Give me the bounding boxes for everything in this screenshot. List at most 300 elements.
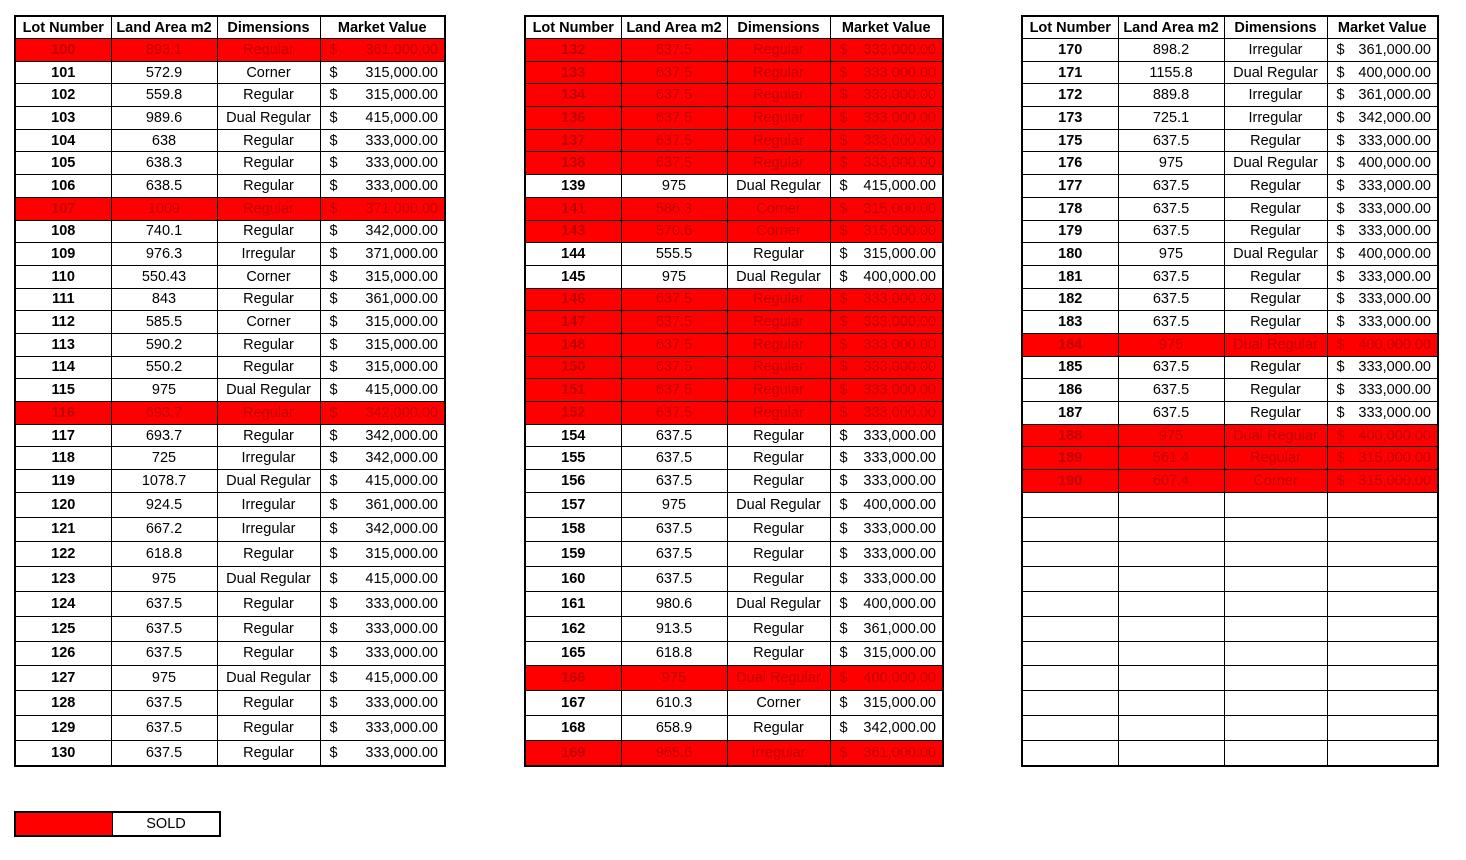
market-value-cell (830, 129, 943, 152)
dimensions-cell: Regular (727, 470, 830, 493)
market-value-amount: 333,000.00 (863, 132, 936, 149)
market-value-cell (320, 243, 445, 266)
currency-symbol: $ (839, 64, 848, 81)
header-row (525, 16, 943, 39)
dimensions-cell: Regular (727, 288, 830, 311)
dimensions-cell: Dual Regular (217, 666, 320, 691)
market-value-amount: 400,000.00 (863, 268, 936, 285)
market-value-cell (1327, 107, 1438, 130)
currency-symbol: $ (839, 87, 848, 104)
dimensions-cell: Corner (727, 197, 830, 220)
land-area-cell: 975 (621, 492, 727, 517)
currency-symbol: $ (1336, 291, 1345, 308)
market-value-cell (830, 84, 943, 107)
table-row-sold (525, 402, 943, 425)
lot-number-cell: 189 (1022, 447, 1118, 470)
table-row (15, 492, 445, 517)
currency-symbol: $ (839, 404, 848, 421)
market-value-cell (320, 666, 445, 691)
table-row (1022, 197, 1438, 220)
land-area-cell: 637.5 (1118, 175, 1224, 198)
dimensions-cell: Regular (217, 129, 320, 152)
lot-number-cell: 133 (525, 61, 621, 84)
market-value-cell (830, 591, 943, 616)
lot-number-cell: 151 (525, 379, 621, 402)
lot-number-cell: 138 (525, 152, 621, 175)
market-value-amount: 333,000.00 (1358, 382, 1431, 399)
dimensions-cell: Regular (1224, 220, 1327, 243)
currency-symbol: $ (1336, 132, 1345, 149)
market-value-cell (830, 220, 943, 243)
lot-number-cell: 155 (525, 447, 621, 470)
dimensions-cell: Corner (217, 311, 320, 334)
market-value-cell (830, 356, 943, 379)
dimensions-cell: Corner (1224, 470, 1327, 493)
currency-symbol: $ (839, 246, 848, 263)
currency-symbol: $ (329, 670, 338, 687)
land-area-cell: 637.5 (1118, 288, 1224, 311)
lot-number-cell: 167 (525, 691, 621, 716)
lot-number-cell: 175 (1022, 129, 1118, 152)
market-value-cell (320, 379, 445, 402)
market-value-amount: 400,000.00 (1358, 64, 1431, 81)
dimensions-cell: Regular (727, 356, 830, 379)
currency-symbol: $ (329, 695, 338, 712)
sold-color-swatch (15, 812, 113, 836)
market-value-cell (320, 616, 445, 641)
market-value-cell (1327, 379, 1438, 402)
dimensions-cell: Dual Regular (1224, 243, 1327, 266)
currency-symbol: $ (329, 472, 338, 489)
market-value-amount: 342,000.00 (365, 450, 438, 467)
dimensions-cell: Regular (1224, 265, 1327, 288)
empty-row (1022, 691, 1438, 716)
land-area-cell: 590.2 (111, 333, 217, 356)
currency-symbol: $ (329, 595, 338, 612)
market-value-cell (320, 197, 445, 220)
dimensions-cell: Regular (727, 129, 830, 152)
market-value-cell (320, 591, 445, 616)
currency-symbol: $ (839, 314, 848, 331)
lot-number-cell: 171 (1022, 61, 1118, 84)
currency-symbol: $ (329, 132, 338, 149)
market-value-cell (320, 517, 445, 542)
empty-cell (1327, 740, 1438, 765)
lot-number-cell: 110 (15, 265, 111, 288)
land-area-cell: 975 (1118, 333, 1224, 356)
table-row-sold (525, 333, 943, 356)
lot-number-cell: 161 (525, 591, 621, 616)
land-area-cell: 637.5 (1118, 311, 1224, 334)
lot-number-cell: 122 (15, 542, 111, 567)
lot-number-cell: 184 (1022, 333, 1118, 356)
market-value-amount: 315,000.00 (863, 200, 936, 217)
currency-symbol: $ (839, 719, 848, 736)
lot-number-cell: 181 (1022, 265, 1118, 288)
empty-row (1022, 567, 1438, 592)
lot-number-cell: 134 (525, 84, 621, 107)
empty-cell (1224, 492, 1327, 517)
land-area-cell: 585.5 (111, 311, 217, 334)
empty-cell (1327, 616, 1438, 641)
market-value-amount: 333,000.00 (1358, 404, 1431, 421)
dimensions-cell: Regular (1224, 197, 1327, 220)
market-value-cell (320, 567, 445, 592)
market-value-amount: 371,000.00 (365, 200, 438, 217)
table-row (15, 641, 445, 666)
land-area-cell: 637.5 (111, 616, 217, 641)
table-row (1022, 129, 1438, 152)
lot-number-cell: 113 (15, 333, 111, 356)
lot-number-cell: 119 (15, 470, 111, 493)
market-value-amount: 333,000.00 (365, 719, 438, 736)
lot-number-cell: 109 (15, 243, 111, 266)
sold-legend-label: SOLD (113, 812, 221, 836)
table-row (1022, 288, 1438, 311)
market-value-cell (320, 424, 445, 447)
market-value-cell (1327, 356, 1438, 379)
market-value-cell (830, 666, 943, 691)
land-area-cell: 637.5 (621, 288, 727, 311)
currency-symbol: $ (1336, 336, 1345, 353)
lot-number-cell: 162 (525, 616, 621, 641)
table-row (525, 641, 943, 666)
currency-symbol: $ (329, 155, 338, 172)
market-value-cell (320, 288, 445, 311)
market-value-cell (1327, 402, 1438, 425)
empty-row (1022, 591, 1438, 616)
currency-symbol: $ (839, 546, 848, 563)
table-row-sold (525, 84, 943, 107)
market-value-amount: 333,000.00 (365, 645, 438, 662)
currency-symbol: $ (329, 177, 338, 194)
market-value-cell (1327, 243, 1438, 266)
table-row-sold (525, 220, 943, 243)
dimensions-cell: Dual Regular (1224, 424, 1327, 447)
market-value-amount: 333,000.00 (1358, 177, 1431, 194)
table-body (1022, 39, 1438, 766)
lot-number-cell: 106 (15, 175, 111, 198)
lot-number-cell: 105 (15, 152, 111, 175)
currency-symbol: $ (839, 670, 848, 687)
dimensions-cell: Regular (217, 402, 320, 425)
market-value-amount: 333,000.00 (365, 177, 438, 194)
market-value-cell (1327, 424, 1438, 447)
market-value-amount: 315,000.00 (365, 314, 438, 331)
market-value-amount: 333,000.00 (863, 336, 936, 353)
lot-number-cell: 160 (525, 567, 621, 592)
empty-cell (1118, 666, 1224, 691)
dimensions-cell: Regular (727, 715, 830, 740)
lot-number-cell: 136 (525, 107, 621, 130)
dimensions-cell: Irregular (727, 740, 830, 765)
dimensions-cell: Dual Regular (217, 379, 320, 402)
currency-symbol: $ (329, 645, 338, 662)
lot-number-cell: 186 (1022, 379, 1118, 402)
market-value-amount: 333,000.00 (1358, 200, 1431, 217)
currency-symbol: $ (329, 87, 338, 104)
land-area-cell: 975 (621, 175, 727, 198)
currency-symbol: $ (1336, 109, 1345, 126)
table-row (15, 424, 445, 447)
lot-number-cell: 144 (525, 243, 621, 266)
table-row (15, 333, 445, 356)
land-area-cell: 637.5 (111, 715, 217, 740)
market-value-amount: 333,000.00 (863, 359, 936, 376)
lot-number-cell: 123 (15, 567, 111, 592)
land-area-cell: 637.5 (621, 129, 727, 152)
lot-number-cell: 159 (525, 542, 621, 567)
dimensions-cell: Regular (727, 542, 830, 567)
table-row (525, 591, 943, 616)
header-lot-number: Lot Number (15, 16, 111, 39)
currency-symbol: $ (1336, 382, 1345, 399)
market-value-amount: 333,000.00 (365, 132, 438, 149)
dimensions-cell: Dual Regular (1224, 61, 1327, 84)
lot-number-cell: 139 (525, 175, 621, 198)
table-row (1022, 152, 1438, 175)
market-value-cell (830, 402, 943, 425)
lot-number-cell: 173 (1022, 107, 1118, 130)
header-land-area: Land Area m2 (1118, 16, 1224, 39)
land-area-cell: 637.5 (621, 379, 727, 402)
currency-symbol: $ (839, 200, 848, 217)
market-value-cell (320, 356, 445, 379)
dimensions-cell: Regular (727, 402, 830, 425)
currency-symbol: $ (839, 177, 848, 194)
dimensions-cell: Dual Regular (727, 591, 830, 616)
market-value-cell (320, 470, 445, 493)
market-value-cell (1327, 447, 1438, 470)
currency-symbol: $ (1336, 268, 1345, 285)
market-value-amount: 333,000.00 (365, 155, 438, 172)
currency-symbol: $ (329, 41, 338, 58)
lot-table-2 (524, 15, 944, 767)
land-area-cell: 913.5 (621, 616, 727, 641)
currency-symbol: $ (329, 336, 338, 353)
currency-symbol: $ (329, 521, 338, 538)
market-value-amount: 333,000.00 (863, 427, 936, 444)
lot-number-cell: 178 (1022, 197, 1118, 220)
dimensions-cell: Irregular (1224, 84, 1327, 107)
lot-number-cell: 185 (1022, 356, 1118, 379)
land-area-cell: 637.5 (621, 333, 727, 356)
land-area-cell: 637.5 (1118, 379, 1224, 402)
land-area-cell: 965.6 (621, 740, 727, 765)
lot-number-cell: 145 (525, 265, 621, 288)
dimensions-cell: Regular (217, 691, 320, 716)
table-row (15, 243, 445, 266)
table-row-sold (15, 402, 445, 425)
currency-symbol: $ (839, 595, 848, 612)
dimensions-cell: Regular (1224, 175, 1327, 198)
market-value-amount: 333,000.00 (1358, 314, 1431, 331)
header-land-area: Land Area m2 (621, 16, 727, 39)
currency-symbol: $ (329, 427, 338, 444)
lot-number-cell: 152 (525, 402, 621, 425)
land-area-cell: 725 (111, 447, 217, 470)
market-value-cell (320, 740, 445, 765)
table-row-sold (525, 197, 943, 220)
dimensions-cell: Dual Regular (727, 492, 830, 517)
header-row (15, 16, 445, 39)
currency-symbol: $ (839, 695, 848, 712)
dimensions-cell: Dual Regular (1224, 152, 1327, 175)
dimensions-cell: Regular (727, 61, 830, 84)
currency-symbol: $ (329, 620, 338, 637)
land-area-cell: 976.3 (111, 243, 217, 266)
land-area-cell: 637.5 (621, 567, 727, 592)
dimensions-cell: Regular (1224, 311, 1327, 334)
empty-cell (1022, 567, 1118, 592)
lot-number-cell: 104 (15, 129, 111, 152)
empty-row (1022, 616, 1438, 641)
sold-legend (14, 811, 221, 837)
market-value-cell (830, 197, 943, 220)
table-row-sold (15, 39, 445, 62)
land-area-cell: 637.5 (621, 424, 727, 447)
land-area-cell: 667.2 (111, 517, 217, 542)
market-value-amount: 333,000.00 (863, 521, 936, 538)
lot-number-cell: 111 (15, 288, 111, 311)
table-row (15, 129, 445, 152)
lot-number-cell: 172 (1022, 84, 1118, 107)
market-value-cell (1327, 39, 1438, 62)
market-value-amount: 333,000.00 (863, 87, 936, 104)
dimensions-cell: Regular (727, 641, 830, 666)
currency-symbol: $ (839, 521, 848, 538)
land-area-cell: 637.5 (1118, 220, 1224, 243)
market-value-amount: 342,000.00 (365, 427, 438, 444)
empty-cell (1022, 517, 1118, 542)
dimensions-cell: Dual Regular (217, 567, 320, 592)
empty-cell (1022, 542, 1118, 567)
market-value-cell (1327, 197, 1438, 220)
market-value-amount: 333,000.00 (863, 155, 936, 172)
land-area-cell: 637.5 (1118, 265, 1224, 288)
market-value-amount: 342,000.00 (1358, 109, 1431, 126)
lot-number-cell: 146 (525, 288, 621, 311)
market-value-cell (830, 288, 943, 311)
market-value-cell (1327, 333, 1438, 356)
land-area-cell: 638.5 (111, 175, 217, 198)
table-row-sold (525, 39, 943, 62)
table-row-sold (525, 356, 943, 379)
land-area-cell: 975 (621, 265, 727, 288)
currency-symbol: $ (839, 41, 848, 58)
empty-cell (1118, 691, 1224, 716)
dimensions-cell: Dual Regular (727, 175, 830, 198)
currency-symbol: $ (329, 546, 338, 563)
table-row (15, 567, 445, 592)
lot-number-cell: 169 (525, 740, 621, 765)
currency-symbol: $ (329, 359, 338, 376)
currency-symbol: $ (1336, 246, 1345, 263)
table-row (15, 61, 445, 84)
lot-number-cell: 112 (15, 311, 111, 334)
table-row (15, 311, 445, 334)
land-area-cell: 725.1 (1118, 107, 1224, 130)
market-value-cell (830, 691, 943, 716)
currency-symbol: $ (329, 291, 338, 308)
market-value-cell (830, 265, 943, 288)
market-value-amount: 315,000.00 (365, 336, 438, 353)
market-value-amount: 315,000.00 (365, 64, 438, 81)
market-value-amount: 400,000.00 (1358, 427, 1431, 444)
dimensions-cell: Regular (1224, 356, 1327, 379)
lot-number-cell: 190 (1022, 470, 1118, 493)
currency-symbol: $ (839, 268, 848, 285)
land-area-cell: 637.5 (111, 591, 217, 616)
table-row (1022, 311, 1438, 334)
market-value-amount: 333,000.00 (365, 695, 438, 712)
table-body (15, 39, 445, 766)
market-value-cell (830, 567, 943, 592)
market-value-cell (1327, 220, 1438, 243)
table-row-sold (525, 740, 943, 765)
lot-number-cell: 168 (525, 715, 621, 740)
land-area-cell: 975 (1118, 424, 1224, 447)
currency-symbol: $ (839, 496, 848, 513)
currency-symbol: $ (1336, 64, 1345, 81)
currency-symbol: $ (839, 450, 848, 467)
land-area-cell: 550.2 (111, 356, 217, 379)
currency-symbol: $ (839, 382, 848, 399)
empty-cell (1022, 492, 1118, 517)
market-value-amount: 400,000.00 (1358, 336, 1431, 353)
market-value-amount: 315,000.00 (365, 268, 438, 285)
dimensions-cell: Dual Regular (1224, 333, 1327, 356)
empty-cell (1224, 616, 1327, 641)
empty-cell (1224, 542, 1327, 567)
land-area-cell: 637.5 (111, 740, 217, 765)
table-row (525, 447, 943, 470)
dimensions-cell: Regular (727, 616, 830, 641)
land-area-cell: 637.5 (1118, 356, 1224, 379)
land-area-cell: 975 (1118, 243, 1224, 266)
table-row (15, 379, 445, 402)
market-value-cell (830, 107, 943, 130)
land-area-cell: 693.7 (111, 424, 217, 447)
land-area-cell: 637.5 (621, 542, 727, 567)
currency-symbol: $ (839, 620, 848, 637)
empty-cell (1327, 691, 1438, 716)
market-value-cell (320, 265, 445, 288)
dimensions-cell: Irregular (217, 517, 320, 542)
land-area-cell: 637.5 (1118, 197, 1224, 220)
dimensions-cell: Dual Regular (217, 470, 320, 493)
dimensions-cell: Corner (727, 691, 830, 716)
dimensions-cell: Irregular (1224, 39, 1327, 62)
dimensions-cell: Regular (727, 243, 830, 266)
market-value-amount: 415,000.00 (365, 472, 438, 489)
land-area-cell: 637.5 (621, 356, 727, 379)
market-value-amount: 333,000.00 (365, 595, 438, 612)
dimensions-cell: Regular (217, 356, 320, 379)
table-row (525, 691, 943, 716)
empty-cell (1118, 715, 1224, 740)
market-value-amount: 361,000.00 (1358, 41, 1431, 58)
market-value-cell (830, 424, 943, 447)
empty-cell (1022, 715, 1118, 740)
market-value-amount: 342,000.00 (863, 719, 936, 736)
currency-symbol: $ (1336, 427, 1345, 444)
land-area-cell: 637.5 (1118, 402, 1224, 425)
land-area-cell: 975 (111, 666, 217, 691)
currency-symbol: $ (839, 109, 848, 126)
table-row (1022, 243, 1438, 266)
dimensions-cell: Regular (1224, 288, 1327, 311)
